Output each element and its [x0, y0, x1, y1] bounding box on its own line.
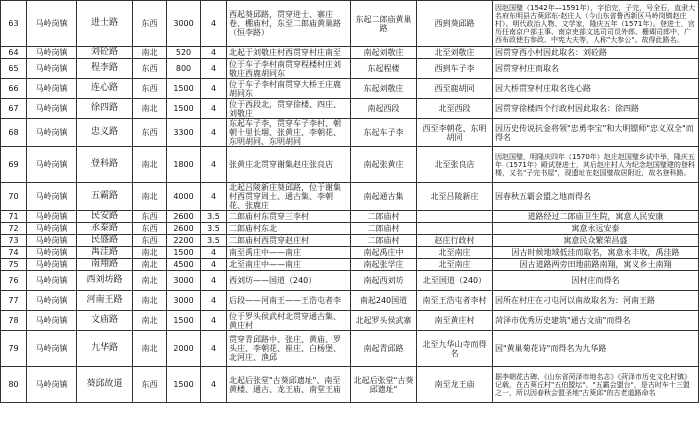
width-cell: 4: [201, 79, 227, 99]
table-row: [1, 367, 699, 403]
direction-cell: 南北: [133, 259, 167, 271]
direction-cell: 南北: [133, 147, 167, 183]
start-point-cell: 南起青邱路: [351, 331, 417, 367]
direction-cell: 东西: [133, 223, 167, 235]
town-cell: 马岭岗镇: [27, 223, 77, 235]
row-number: 76: [1, 271, 27, 291]
width-cell: 4: [201, 271, 227, 291]
length-cell: 1500: [167, 367, 201, 403]
table-row: [1, 259, 699, 271]
row-number: 72: [1, 223, 27, 235]
route-description-cell: 北起于刘敬庄村西贯穿村庄南至: [227, 47, 351, 59]
length-cell: 3000: [167, 1, 201, 47]
direction-cell: 南北: [133, 247, 167, 259]
route-description-cell: 后段——河南王——王浩屯者李: [227, 291, 351, 311]
route-description-cell: 位于车子李村南贯穿程楼村庄刘敬庄西鹿胡同东: [227, 59, 351, 79]
row-number: 70: [1, 183, 27, 211]
direction-cell: 南北: [133, 331, 167, 367]
table-row: [1, 1, 699, 47]
route-description-cell: 南至禹庄中——南庄: [227, 247, 351, 259]
naming-origin-cell: 因贯穿村庄而取名: [493, 59, 699, 79]
table-row: [1, 235, 699, 247]
town-cell: 马岭岗镇: [27, 247, 77, 259]
end-point-cell: 西到葵邱路: [417, 1, 493, 47]
road-name-cell: 民安路: [77, 211, 133, 223]
direction-cell: 东西: [133, 79, 167, 99]
row-number: 78: [1, 311, 27, 331]
route-description-cell: 西起葵邱路，贯穿进士、寨庄卷、棚庙村，东至二郎庙黄巢路（恒李路）: [227, 1, 351, 47]
route-description-cell: 东起车子李，贯穿车子李村、朝朝十里长堌、张黄庄、李朝花、东明胡同、东明胡同: [227, 119, 351, 147]
naming-origin-cell: 因贯穿西小村因此取名：刘砼路: [493, 47, 699, 59]
naming-origin-cell: 因赵国璧（1542年—1591年），字伯完，子完，号全石，直隶大名府东明县古葵邱东-赵庄人（今山东省鲁西新区马岭岗镇赵庄村）。明代政治人物、文学家，隆庆五年（1571年）。登进士，官历任南京户部主事、南京吏部文选司司员外郎、栅瑚司郎中，广西布政使右参政、中宪大夫等，人称"大参公"。故得此路名。: [493, 1, 699, 47]
end-point-cell: 赵庄行政村: [417, 235, 493, 247]
row-number: 80: [1, 367, 27, 403]
row-number: 71: [1, 211, 27, 223]
end-point-cell: 北至九华山寺而得名: [417, 331, 493, 367]
route-description-cell: 西刘坊——国道（240）: [227, 271, 351, 291]
road-name-cell: 程李路: [77, 59, 133, 79]
table-row: [1, 247, 699, 259]
width-cell: 4: [201, 367, 227, 403]
row-number: 73: [1, 235, 27, 247]
start-point-cell: 南起刘敬庄: [351, 47, 417, 59]
start-point-cell: 南起禹庄中: [351, 247, 417, 259]
length-cell: 4000: [167, 183, 201, 211]
end-point-cell: 西至李朝花、东明胡同: [417, 119, 493, 147]
direction-cell: 南北: [133, 271, 167, 291]
road-name-cell: 五霸路: [77, 183, 133, 211]
start-point-cell: 南起西刘坊: [351, 271, 417, 291]
route-description-cell: 张黄庄北贯穿谢集赵庄张良店: [227, 147, 351, 183]
road-name-cell: 忠义路: [77, 119, 133, 147]
start-point-cell: 南起张黄庄: [351, 147, 417, 183]
town-cell: 马岭岗镇: [27, 59, 77, 79]
width-cell: 3.5: [201, 211, 227, 223]
road-name-cell: 徐四路: [77, 99, 133, 119]
row-number: 64: [1, 47, 27, 59]
road-name-cell: 禹洼路: [77, 247, 133, 259]
route-description-cell: 位于西段北，贯穿徐楼、四庄、刘敬庄: [227, 99, 351, 119]
naming-origin-cell: 寓意永远安泰: [493, 223, 699, 235]
direction-cell: 南北: [133, 99, 167, 119]
town-cell: 马岭岗镇: [27, 259, 77, 271]
table-row: [1, 59, 699, 79]
row-number: 75: [1, 259, 27, 271]
row-number: 77: [1, 291, 27, 311]
start-point-cell: 东起车子李: [351, 119, 417, 147]
route-description-cell: 北至南庄中——南庄: [227, 259, 351, 271]
table-row: [1, 311, 699, 331]
table-row: [1, 331, 699, 367]
road-name-cell: 西刘坊路: [77, 271, 133, 291]
width-cell: 4: [201, 47, 227, 59]
direction-cell: 东西: [133, 1, 167, 47]
row-number: 65: [1, 59, 27, 79]
naming-origin-cell: 因大桥贯穿村庄取名连心路: [493, 79, 699, 99]
direction-cell: 东西: [133, 367, 167, 403]
direction-cell: 东西: [133, 211, 167, 223]
length-cell: 2000: [167, 331, 201, 367]
naming-origin-cell: 因所在村庄在刁屯河以南故取名为：河南王路: [493, 291, 699, 311]
width-cell: 4: [201, 183, 227, 211]
start-point-cell: 南起张学庄: [351, 259, 417, 271]
row-number: 67: [1, 99, 27, 119]
route-description-cell: 位于车子李村南贯穿大桥王庄鹿胡同东: [227, 79, 351, 99]
town-cell: 马岭岗镇: [27, 211, 77, 223]
naming-origin-cell: 因春秋五霸会盟之地而得名: [493, 183, 699, 211]
row-number: 79: [1, 331, 27, 367]
route-description-cell: 北起后张堂"古葵邱遗址"、南至黄楼、通古、龙王庙、南堂王庙: [227, 367, 351, 403]
road-name-cell: 永泰路: [77, 223, 133, 235]
table-row: [1, 183, 699, 211]
table-row: [1, 223, 699, 235]
length-cell: 2200: [167, 235, 201, 247]
road-name-cell: 文庙路: [77, 311, 133, 331]
length-cell: 3000: [167, 271, 201, 291]
town-cell: 马岭岗镇: [27, 183, 77, 211]
length-cell: 1800: [167, 147, 201, 183]
naming-origin-cell: 因历史传说抗金将领"忠勇李宝"和大明镖师"忠义双全"而得名: [493, 119, 699, 147]
town-cell: 马岭岗镇: [27, 147, 77, 183]
start-point-cell: 二郎庙村: [351, 211, 417, 223]
town-cell: 马岭岗镇: [27, 47, 77, 59]
end-point-cell: 北至吕陵新庄: [417, 183, 493, 211]
naming-origin-cell: 因赵国璧，明隆庆四年（1570年）赵庄赵国璧乡试中举，隆庆五年（1571年）殿试登进士，其后赵庄村人为纪念赵国璧建的登科楼，又名"子完书屋"，现遗址在赵国璧故居附近，故名登科路。: [493, 147, 699, 183]
width-cell: 4: [201, 119, 227, 147]
start-point-cell: 南起240国道: [351, 291, 417, 311]
width-cell: 4: [201, 1, 227, 47]
start-point-cell: 二郎庙村: [351, 223, 417, 235]
length-cell: 520: [167, 47, 201, 59]
end-point-cell: 南至龙王庙: [417, 367, 493, 403]
width-cell: 4: [201, 59, 227, 79]
start-point-cell: 东起二郎庙黄巢路: [351, 1, 417, 47]
naming-origin-cell: 因古时候地域低洼而取名，寓意永丰收，禹洼路: [493, 247, 699, 259]
road-name-cell: 连心路: [77, 79, 133, 99]
table-row: [1, 271, 699, 291]
table-row: [1, 99, 699, 119]
road-name-cell: 刘砼路: [77, 47, 133, 59]
table-row: [1, 119, 699, 147]
road-name-cell: 九华路: [77, 331, 133, 367]
town-cell: 马岭岗镇: [27, 99, 77, 119]
naming-origin-cell: 道路经过二郎庙卫生院，寓意人民安康: [493, 211, 699, 223]
road-name-cell: 葵邱故道: [77, 367, 133, 403]
row-number: 63: [1, 1, 27, 47]
road-name-cell: 民盛路: [77, 235, 133, 247]
length-cell: 3000: [167, 291, 201, 311]
width-cell: 4: [201, 311, 227, 331]
start-point-cell: 北起后张堂"古葵邱遗址": [351, 367, 417, 403]
naming-origin-cell: 因"黄巢菊花诗"而得名为九华路: [493, 331, 699, 367]
end-point-cell: 北至张良店: [417, 147, 493, 183]
row-number: 74: [1, 247, 27, 259]
width-cell: 4: [201, 259, 227, 271]
length-cell: 3300: [167, 119, 201, 147]
row-number: 69: [1, 147, 27, 183]
town-cell: 马岭岗镇: [27, 235, 77, 247]
end-point-cell: 北至国道（240）: [417, 271, 493, 291]
town-cell: 马岭岗镇: [27, 311, 77, 331]
direction-cell: 南北: [133, 291, 167, 311]
table-row: [1, 211, 699, 223]
length-cell: 2600: [167, 223, 201, 235]
length-cell: 1500: [167, 311, 201, 331]
start-point-cell: 南起西段: [351, 99, 417, 119]
road-name-cell: 进士路: [77, 1, 133, 47]
start-point-cell: 东起程楼: [351, 59, 417, 79]
town-cell: 马岭岗镇: [27, 331, 77, 367]
width-cell: 4: [201, 147, 227, 183]
table-row: [1, 147, 699, 183]
table-row: [1, 79, 699, 99]
naming-origin-cell: 因古道路两旁田地前路南翔，寓义乡土南翔: [493, 259, 699, 271]
route-description-cell: 贯穿青邱路中、张庄、黄庙、罗头庄、李朝花、崔庄、白杨堡、北河庄、渔邱: [227, 331, 351, 367]
road-name-cell: 登科路: [77, 147, 133, 183]
width-cell: 4: [201, 291, 227, 311]
direction-cell: 东西: [133, 119, 167, 147]
end-point-cell: [417, 211, 493, 223]
end-point-cell: 北至西段: [417, 99, 493, 119]
naming-origin-cell: 菏泽市优秀历史建筑"通古文庙"而得名: [493, 311, 699, 331]
road-name-cell: 河南王路: [77, 291, 133, 311]
end-point-cell: 西至鹿胡同: [417, 79, 493, 99]
end-point-cell: 南至黄庄村: [417, 311, 493, 331]
end-point-cell: 西到车子李: [417, 59, 493, 79]
town-cell: 马岭岗镇: [27, 291, 77, 311]
route-description-cell: 北起吕陵新庄葵邱路，位于谢集村西贯穿周土、通古集、李朝花、张鹿庄: [227, 183, 351, 211]
town-cell: 马岭岗镇: [27, 1, 77, 47]
length-cell: 4500: [167, 259, 201, 271]
direction-cell: 东西: [133, 59, 167, 79]
start-point-cell: 东起刘敬庄: [351, 79, 417, 99]
road-name-cell: 南翔路: [77, 259, 133, 271]
start-point-cell: 南起通古集: [351, 183, 417, 211]
route-description-cell: 二郎庙村东北: [227, 223, 351, 235]
start-point-cell: 北起罗头侯武寨: [351, 311, 417, 331]
town-cell: 马岭岗镇: [27, 367, 77, 403]
width-cell: 4: [201, 331, 227, 367]
direction-cell: 东西: [133, 235, 167, 247]
table-row: [1, 47, 699, 59]
town-cell: 马岭岗镇: [27, 271, 77, 291]
length-cell: 800: [167, 59, 201, 79]
end-point-cell: 北至南庄: [417, 247, 493, 259]
length-cell: 1500: [167, 247, 201, 259]
town-cell: 马岭岗镇: [27, 119, 77, 147]
route-description-cell: 二郎庙村西贯穿赵庄村: [227, 235, 351, 247]
table-row: [1, 291, 699, 311]
width-cell: 3.5: [201, 235, 227, 247]
route-description-cell: 二郎庙村东贯穿三李村: [227, 211, 351, 223]
route-description-cell: 位于罗头侯武村北贯穿通古集、黄庄村: [227, 311, 351, 331]
width-cell: 4: [201, 99, 227, 119]
length-cell: 1500: [167, 99, 201, 119]
naming-origin-cell: 因村庄而得名: [493, 271, 699, 291]
direction-cell: 南北: [133, 47, 167, 59]
direction-cell: 南北: [133, 183, 167, 211]
length-cell: 1500: [167, 79, 201, 99]
start-point-cell: 二郎庙村: [351, 235, 417, 247]
naming-origin-cell: 据李朝花古碑、《山东省菏泽市地名志》《菏泽市历史文化村镇》记载，在古葵丘村"五伯盟坛"、"五霸会盟台"，是古时车十三盟之一，所以因春秋会盟圣地"古葵邱"的古老道路命名: [493, 367, 699, 403]
length-cell: 2600: [167, 211, 201, 223]
naming-origin-cell: 寓意民众繁荣昌盛: [493, 235, 699, 247]
end-point-cell: [417, 223, 493, 235]
town-cell: 马岭岗镇: [27, 79, 77, 99]
end-point-cell: 北至南庄: [417, 259, 493, 271]
width-cell: 4: [201, 247, 227, 259]
end-point-cell: 北至刘敬庄: [417, 47, 493, 59]
naming-origin-cell: 因贯穿徐楼四个行政村因此取名：徐四路: [493, 99, 699, 119]
width-cell: 3.5: [201, 223, 227, 235]
row-number: 68: [1, 119, 27, 147]
row-number: 66: [1, 79, 27, 99]
direction-cell: 南北: [133, 311, 167, 331]
end-point-cell: 南至王浩屯者李村: [417, 291, 493, 311]
